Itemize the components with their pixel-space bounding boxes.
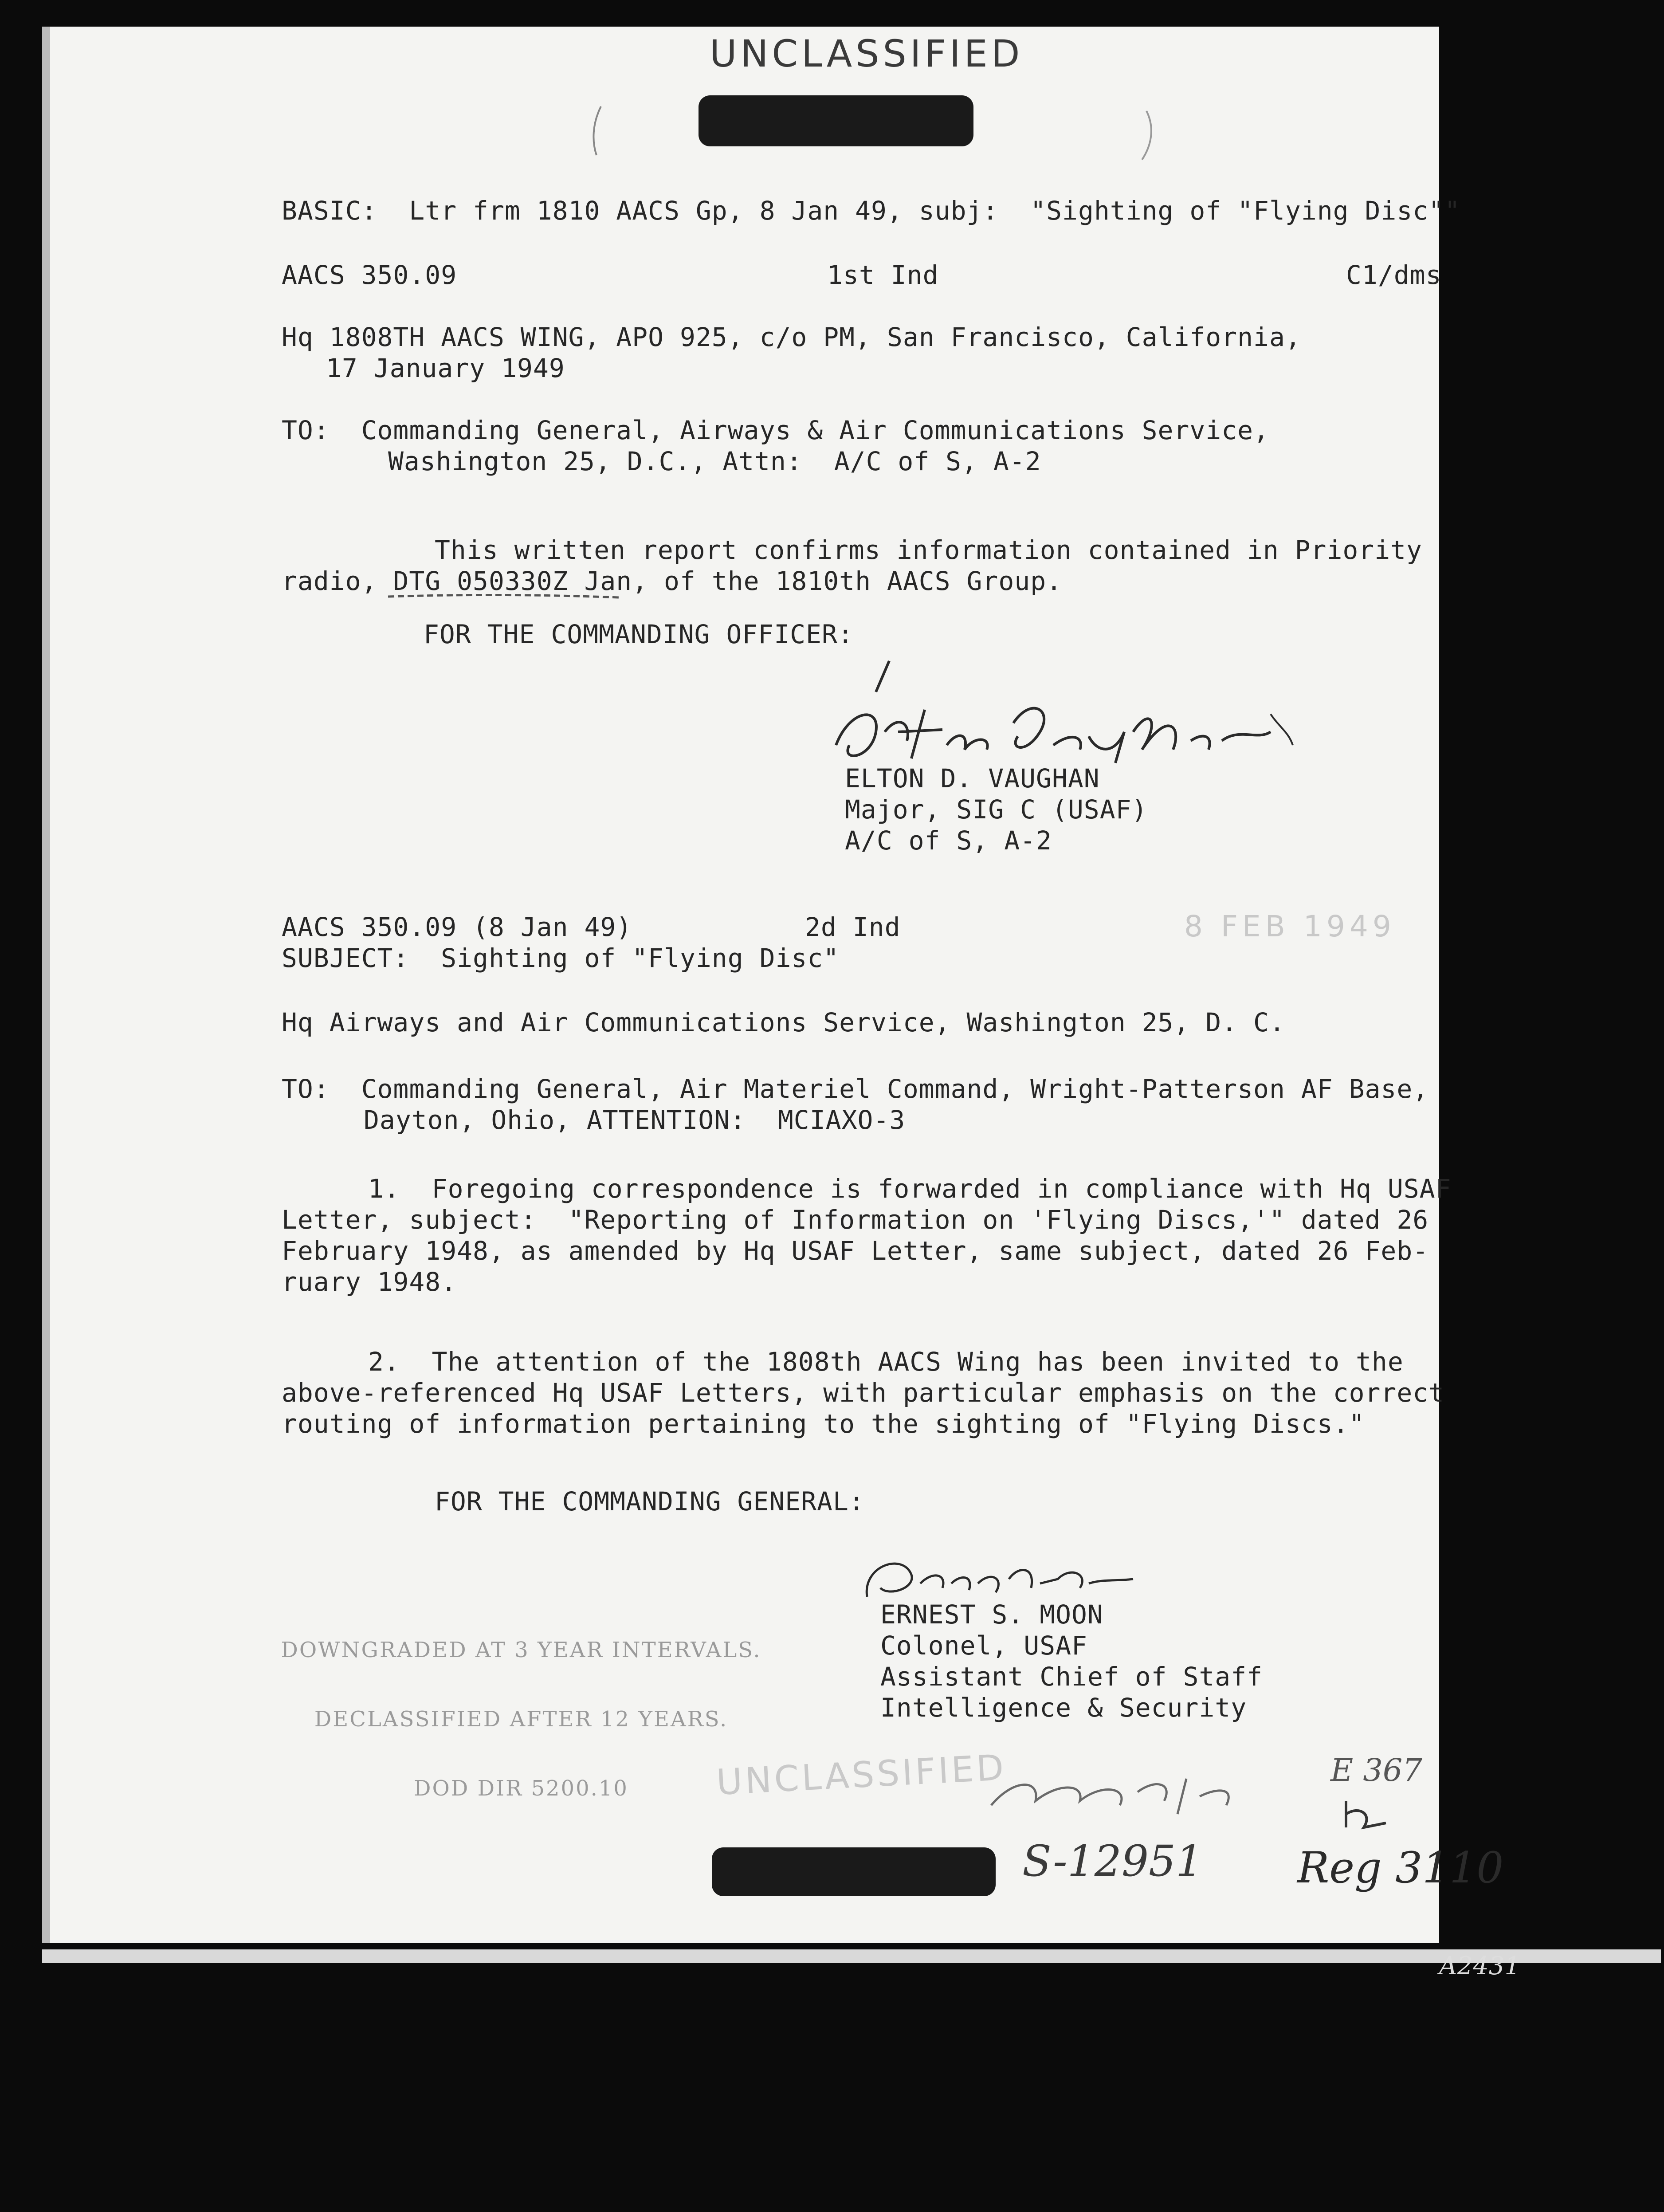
margin-marks-top [574, 102, 1195, 164]
first-ind-ref-code: C1/dms [1346, 260, 1442, 290]
first-ind-to-line-2: Washington 25, D.C., Attn: A/C of S, A-2 [388, 446, 1041, 476]
first-ind-body-line-2: radio, DTG 050330Z Jan, of the 1810th AACS Group. [282, 566, 1063, 596]
first-ind-signer-rank: Major, SIG C (USAF) [845, 794, 1148, 825]
para1-line-1: 1. Foregoing correspondence is forwarded in compliance with Hq USAF [368, 1174, 1452, 1204]
para1-line-3: February 1948, as amended by Hq USAF Letter, same subject, dated 26 Feb- [282, 1236, 1429, 1266]
second-ind-signer-title-1: Assistant Chief of Staff [880, 1662, 1263, 1692]
first-ind-signer-title: A/C of S, A-2 [845, 825, 1052, 856]
handwritten-reg-number: Reg 3110 [1297, 1843, 1504, 1893]
handwritten-scribble [987, 1752, 1306, 1823]
downgrade-line-3: DOD DIR 5200.10 [414, 1776, 628, 1801]
second-ind-signer-name: ERNEST S. MOON [880, 1599, 1103, 1630]
handwritten-file-number: S-12951 [1022, 1836, 1203, 1886]
para1-line-4: ruary 1948. [282, 1267, 457, 1297]
second-ind-signer-rank: Colonel, USAF [880, 1631, 1087, 1661]
downgrade-stamp [188, 1592, 854, 1846]
second-ind-signer-title-2: Intelligence & Security [880, 1693, 1247, 1723]
film-frame-number: A2431 [1439, 1952, 1520, 1980]
second-ind-to-line-2: Dayton, Ohio, ATTENTION: MCIAXO-3 [364, 1105, 906, 1135]
para1-line-2: Letter, subject: "Reporting of Information on 'Flying Discs,'" dated 26 [282, 1205, 1429, 1235]
basic-reference-line: BASIC: Ltr frm 1810 AACS Gp, 8 Jan 49, subj: "Sighting of "Flying Disc"" [282, 196, 1461, 226]
first-ind-closing: FOR THE COMMANDING OFFICER: [424, 619, 854, 649]
second-ind-from-line: Hq Airways and Air Communications Service, Washington 25, D. C. [282, 1007, 1285, 1037]
para2-line-2: above-referenced Hq USAF Letters, with particular emphasis on the correct [282, 1378, 1445, 1408]
first-ind-signer-name: ELTON D. VAUGHAN [845, 763, 1100, 794]
scan-background [0, 1943, 1664, 2212]
second-ind-closing: FOR THE COMMANDING GENERAL: [435, 1486, 865, 1517]
second-ind-file-ref: AACS 350.09 (8 Jan 49) [282, 912, 632, 942]
dtg-underline [388, 592, 619, 601]
para2-line-1: 2. The attention of the 1808th AACS Wing has been invited to the [368, 1347, 1404, 1377]
first-ind-file-number: AACS 350.09 [282, 260, 457, 290]
second-ind-label: 2d Ind [805, 912, 901, 942]
top-classification-stamp: UNCLASSIFIED [710, 32, 1024, 75]
first-ind-label: 1st Ind [827, 260, 939, 290]
page-left-edge [42, 27, 50, 1969]
film-edge-strip [42, 1949, 1661, 1963]
handwritten-check-mark [1337, 1796, 1399, 1836]
received-date-stamp: 8 FEB 1949 [1184, 909, 1396, 943]
first-ind-body-line-1: This written report confirms information contained in Priority [435, 535, 1422, 565]
second-ind-to-line-1: TO: Commanding General, Air Materiel Command, Wright-Patterson AF Base, [282, 1074, 1429, 1104]
downgrade-line-2: DECLASSIFIED AFTER 12 YEARS. [314, 1707, 728, 1732]
first-ind-to-line-1: TO: Commanding General, Airways & Air Communications Service, [282, 415, 1269, 445]
second-ind-subject: SUBJECT: Sighting of "Flying Disc" [282, 943, 840, 973]
document-page [42, 27, 1504, 1969]
downgrade-line-1: DOWNGRADED AT 3 YEAR INTERVALS. [281, 1638, 761, 1662]
bottom-redaction-bar [712, 1847, 996, 1896]
bottom-classification-stamp: UNCLASSIFIED [715, 1746, 1008, 1803]
first-ind-from-line-2: 17 January 1949 [326, 353, 565, 383]
first-ind-from-line-1: Hq 1808TH AACS WING, APO 925, c/o PM, San Francisco, California, [282, 322, 1301, 352]
para2-line-3: routing of information pertaining to the sighting of "Flying Discs." [282, 1409, 1365, 1439]
handwritten-corner-mark: E 367 [1330, 1752, 1422, 1788]
